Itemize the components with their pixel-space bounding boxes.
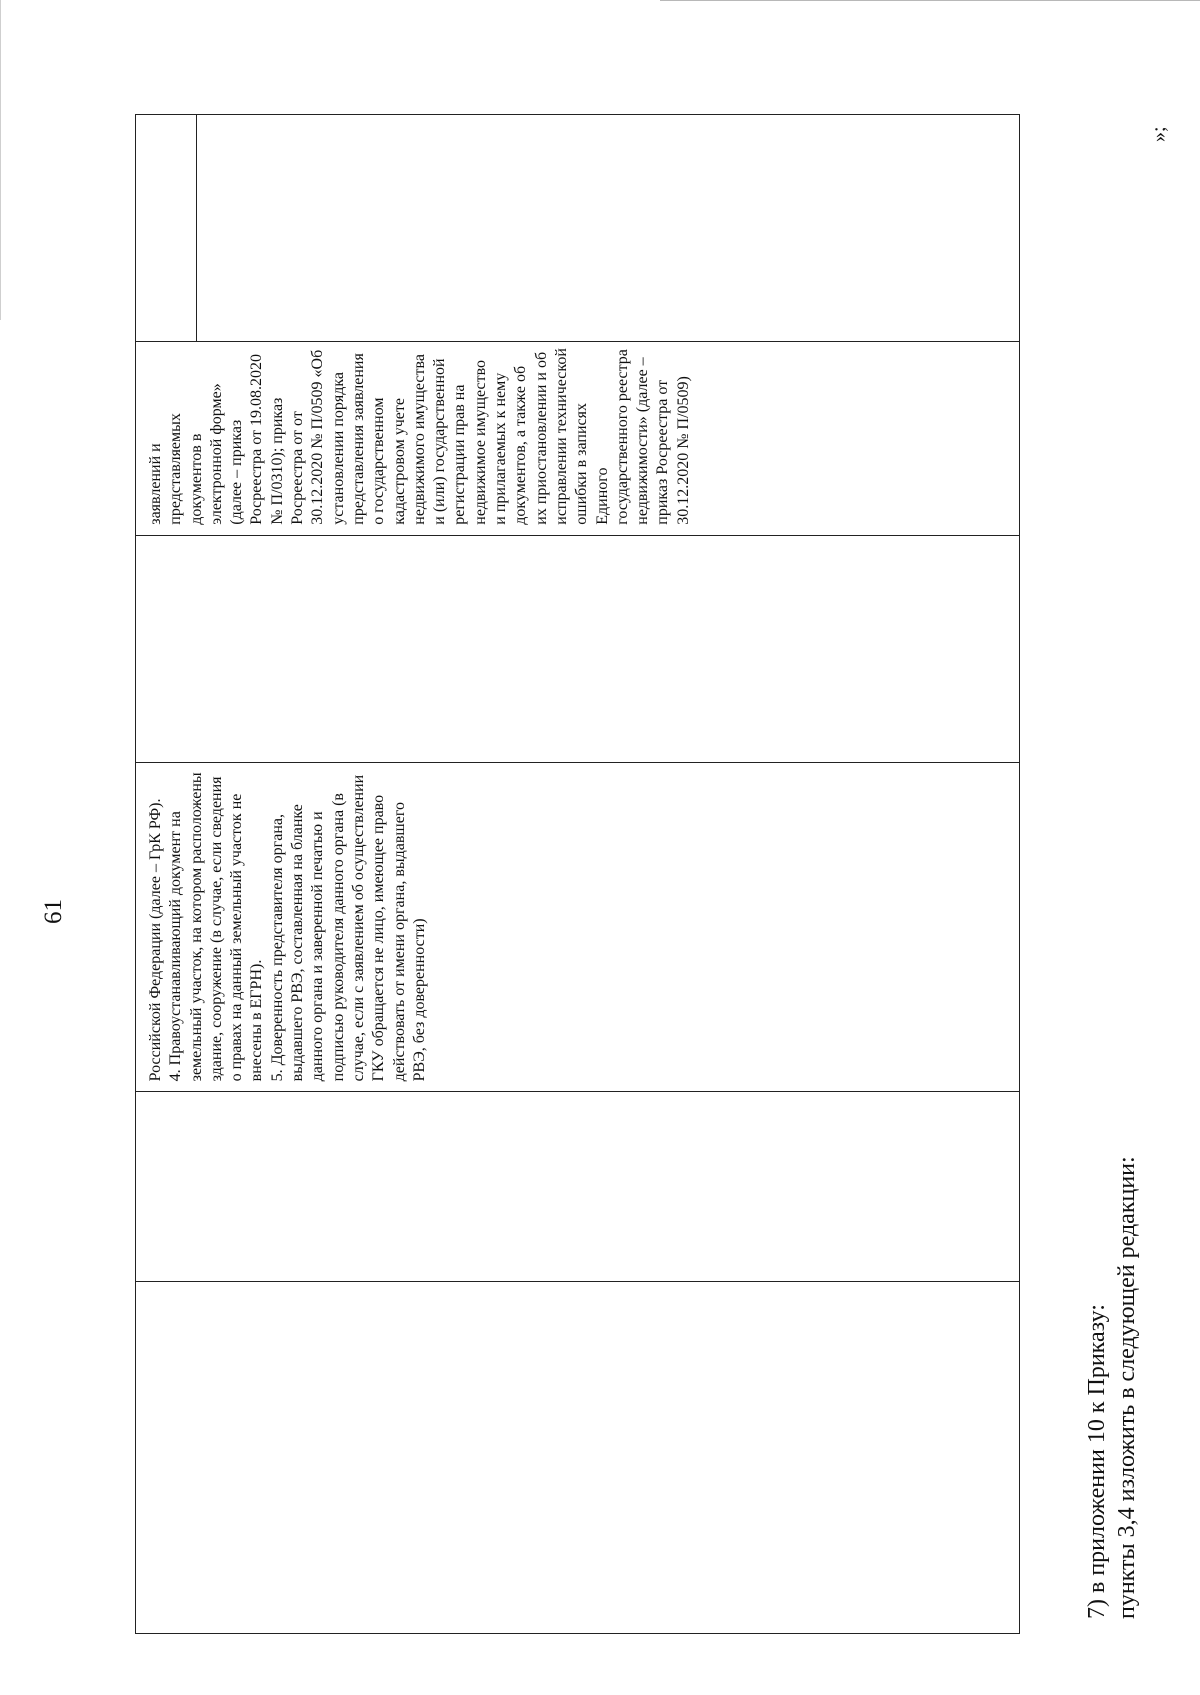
legal-basis-cell: заявлений и представляемых документов в электронной форме» (далее – приказ Росреестра от 19.08.2020 № П/0310); приказ Росреестра от от 30.12.2020 № П/0509 «Об установлении порядка представления заявления о государственном кадастровом учете недвижимого имущества и (или) государственной регистрации прав на недвижимое имущество и прилагаемых к нему документов, а также об их приостановлении и об исправлении технической ошибки в записях Единого государственного реестра недвижимости» (далее – приказ Росреестра от 30.12.2020 № П/0509) (147, 344, 692, 525)
page-number: 61 (40, 899, 67, 924)
table-column-3 (136, 762, 1019, 1092)
requirements-table (135, 114, 1020, 1634)
table-column-1 (136, 1281, 1019, 1633)
table-column-6 (136, 115, 1019, 341)
table-column-5 (136, 341, 1019, 535)
amendment-line-2: пункты 3,4 изложить в следующей редакции: (1114, 1156, 1140, 1619)
table-column-2 (136, 1091, 1019, 1281)
documents-cell: Российской Федерации (далее – ГрК РФ). 4. Правоустанавливающий документ на земельный участок, на котором расположены здание, сооружение (в случае, если сведения о правах на данный земельный участок не внесены в ЕГРН). 5. Доверенность представителя органа, выдавшего РВЭ, составленная на бланке данного органа и заверенной печатью и подписью руководителя данного органа (в случае, если с заявлением об осуществлении ГКУ обращается не лицо, имеющее право действовать от имени органа, выдавшего РВЭ, без доверенности) (147, 772, 428, 1082)
table-column-4 (136, 535, 1019, 762)
amendment-line-1: 7) в приложении 10 к Приказу: (1084, 1304, 1110, 1619)
row-divider (196, 115, 197, 341)
closing-quote-mark: »; (1148, 126, 1170, 142)
